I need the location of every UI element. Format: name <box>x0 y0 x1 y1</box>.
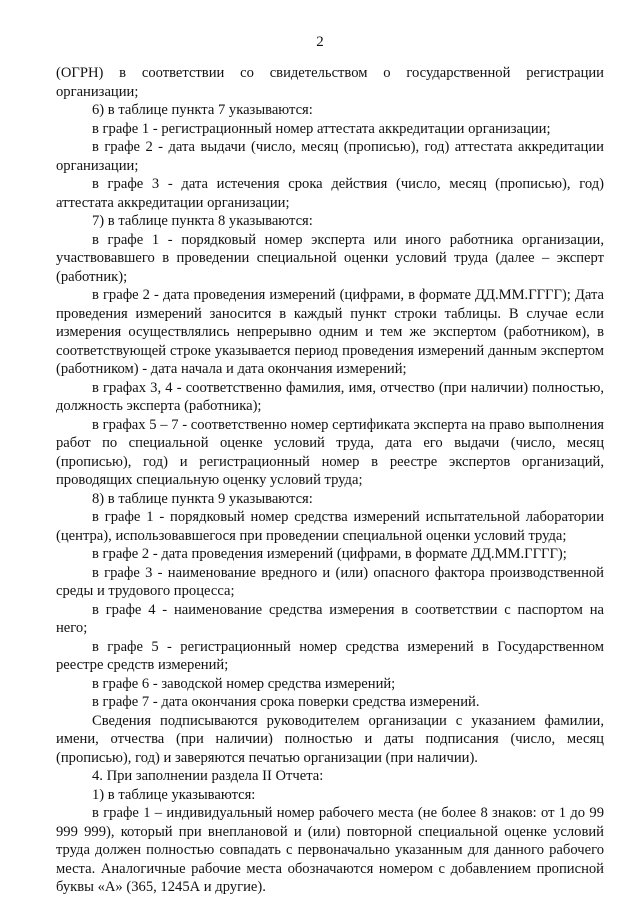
paragraph: в графе 2 - дата проведения измерений (цифрами, в формате ДД.ММ.ГГГГ); Дата проведения измерений заносится в каждый пункт строки таблицы. В случае если измерения осуществлялись непрерывно одним и тем же экспертом (работником), в соответствующей строке указывается период проведения измерений данным экспертом (работником) - дата начала и дата окончания измерений; <box>56 287 604 377</box>
paragraph: в графах 5 – 7 - соответственно номер сертификата эксперта на право выполнения работ по специальной оценке условий труда, дата его выдачи (число, месяц (прописью), год) и регистрационный номер в реестре экспертов организаций, проводящих специальную оценку условий труда; <box>56 416 604 488</box>
paragraph: в графе 4 - наименование средства измерения в соответствии с паспортом на него; <box>56 601 604 636</box>
paragraph: 6) в таблице пункта 7 указываются: <box>92 102 313 118</box>
paragraph: (ОГРН) в соответствии со свидетельством о государственной регистрации организации; <box>56 65 604 100</box>
document-body <box>56 64 604 897</box>
paragraph: 8) в таблице пункта 9 указываются: <box>92 490 313 507</box>
paragraph: в графах 3, 4 - соответственно фамилия, имя, отчество (при наличии) полностью, должность эксперта (работника); <box>56 379 604 414</box>
paragraph: в графе 3 - наименование вредного и (или) опасного фактора производственной среды и трудового процесса; <box>56 564 604 599</box>
paragraph: в графе 1 - порядковый номер эксперта или иного работника организации, участвовавшего в проведении специальной оценки условий труда (далее – эксперт (работник); <box>56 231 604 285</box>
paragraph: Сведения подписываются руководителем организации с указанием фамилии, имени, отчества (при наличии) полностью и даты подписания (число, месяц (прописью), год) и заверяются печатью организации (при наличии). <box>56 712 604 766</box>
paragraph: в графе 7 - дата окончания срока поверки средства измерений. <box>92 694 480 710</box>
paragraph: 4. При заполнении раздела II Отчета: <box>92 768 324 784</box>
paragraph: в графе 1 - порядковый номер средства измерений испытательной лаборатории (центра), использовавшегося при проведении специальной оценки условий труда; <box>56 509 604 544</box>
paragraph: в графе 2 - дата проведения измерений (цифрами, в формате ДД.ММ.ГГГГ); <box>92 546 567 562</box>
paragraph: 7) в таблице пункта 8 указываются: <box>92 213 313 229</box>
paragraph: в графе 6 - заводской номер средства измерений; <box>92 675 396 692</box>
paragraph: в графе 1 – индивидуальный номер рабочего места (не более 8 знаков: от 1 до 99 999 999), который при внеплановой и (или) повторной специальной оценке условий труда должен полностью совпадать с первоначально указанным для данного рабочего места. Аналогичные рабочие места обозначаются номером с добавлением прописной буквы «А» (365, 1245А и другие). <box>56 805 604 895</box>
paragraph: в графе 1 - регистрационный номер аттестата аккредитации организации; <box>92 120 551 137</box>
paragraph: в графе 2 - дата выдачи (число, месяц (прописью), год) аттестата аккредитации организации; <box>56 139 604 174</box>
paragraph: 1) в таблице указываются: <box>92 786 256 803</box>
page-number: 2 <box>316 34 324 50</box>
paragraph: в графе 5 - регистрационный номер средства измерений в Государственном реестре средств измерений; <box>56 638 604 673</box>
paragraph: в графе 3 - дата истечения срока действия (число, месяц (прописью), год) аттестата аккредитации организации; <box>56 176 604 211</box>
